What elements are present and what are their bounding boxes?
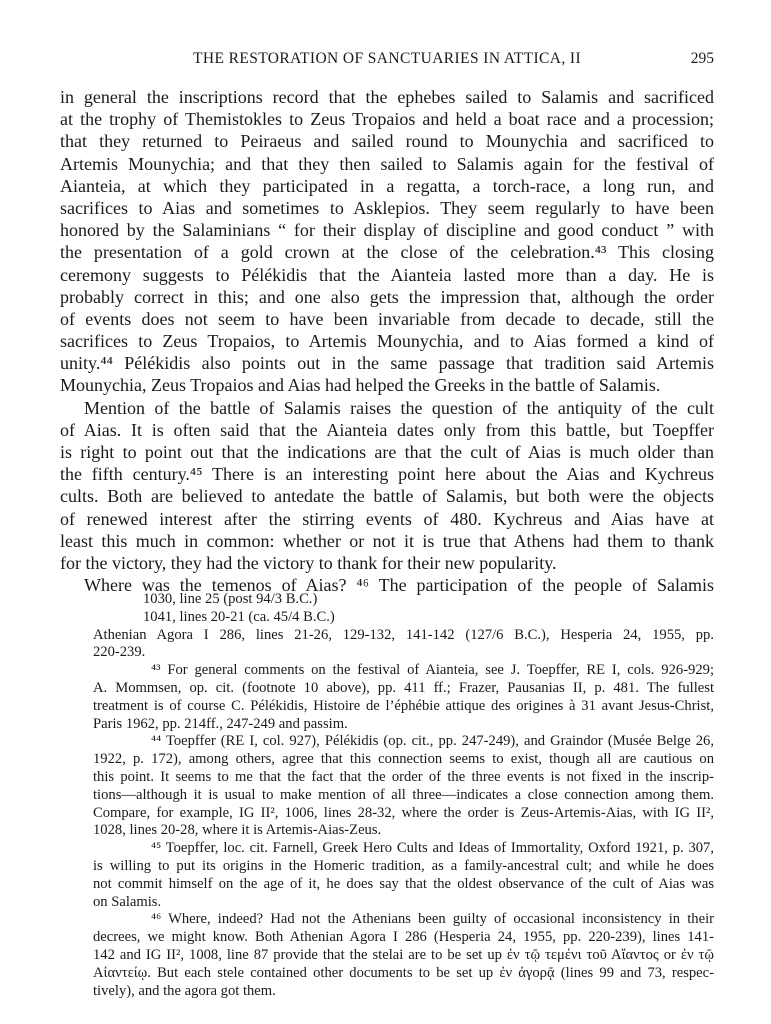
footnote-line: 1028, lines 20-28, where it is Artemis-Aias-Zeus. bbox=[93, 822, 382, 839]
body-line: probably correct in this; and one also gets the impression that, although the order bbox=[60, 286, 714, 307]
body-line: of events does not seem to have been invariable from decade to decade, still the bbox=[60, 308, 714, 329]
footnote-line: ⁴⁵ Toepffer, loc. cit. Farnell, Greek Hero Cults and Ideas of Immortality, Oxford 1921, p. 307, bbox=[151, 840, 714, 857]
running-head: THE RESTORATION OF SANCTUARIES IN ATTICA, II bbox=[192, 50, 582, 67]
body-line: in general the inscriptions record that the ephebes sailed to Salamis and sacrificed bbox=[60, 87, 714, 107]
footnote-line: Athenian Agora I 286, lines 21-26, 129-132, 141-142 (127/6 B.C.), Hesperia 24, 1955, pp. bbox=[93, 626, 714, 643]
footnote-line: treatment is of course C. Pélékidis, Histoire de l’éphébie attique des origines à 31 avant Jesus-Christ, bbox=[93, 697, 714, 714]
body-line: the fifth century.⁴⁵ There is an interesting point here about the Aias and Kychreus bbox=[60, 464, 714, 485]
footnote-line: 1922, p. 172), among others, agree that this connection seems to exist, though all are cautious on bbox=[93, 751, 714, 768]
body-line: that they returned to Peiraeus and sailed round to Mounychia and sacrificed to bbox=[60, 131, 714, 152]
footnote-line: tively), and the agora got them. bbox=[93, 982, 276, 999]
footnote-line: tions—although it is usual to make mention of all three—indicates a close connection among them. bbox=[93, 786, 714, 803]
body-line: sacrifices to Aias and sometimes to Asklepios. They seem regularly to have been bbox=[60, 197, 714, 218]
footnote-line: ⁴³ For general comments on the festival of Aianteia, see J. Toepffer, RE I, cols. 926-929; bbox=[151, 662, 714, 679]
footnote-line: ⁴⁶ Where, indeed? Had not the Athenians been guilty of occasional inconsistency in their bbox=[151, 911, 714, 928]
footnote-line: ⁴⁴ Toepffer (RE I, col. 927), Pélékidis (op. cit., pp. 247-249), and Graindor (Musée Belge 26, bbox=[151, 733, 714, 750]
body-line: unity.⁴⁴ Pélékidis also points out in the same passage that tradition said Artemis bbox=[60, 353, 714, 374]
footnote-line: 220-239. bbox=[93, 644, 146, 661]
body-line: least this much in common: whether or not it is true that Athens had them to thank bbox=[60, 530, 714, 551]
footnotes bbox=[93, 591, 714, 1000]
body-line: Where was the temenos of Aias? ⁴⁶ The participation of the people of Salamis bbox=[84, 575, 714, 596]
body-line: of renewed interest after the stirring events of 480. Kychreus and Aias have at bbox=[60, 508, 714, 529]
body-text bbox=[60, 86, 714, 596]
footnote-line: 142 and IG II², 1008, line 87 provide that the stelai are to be set up ἐν τῷ τεμένι τοῦ Αἴαντος or ἐν τῷ bbox=[93, 946, 714, 963]
body-line: Artemis Mounychia; and that they then sailed to Salamis again for the festival of bbox=[60, 153, 714, 174]
footnote-line: 1041, lines 20-21 (ca. 45/4 B.C.) bbox=[143, 608, 335, 625]
body-line: for the victory, they had the victory to thank for their new popularity. bbox=[60, 552, 557, 573]
footnote-line: Compare, for example, IG II², 1006, lines 28-32, where the order is Zeus-Artemis-Aias, with IG II², bbox=[93, 804, 714, 821]
footnote-line: not commit himself on the age of it, he does say that the oldest observance of the cult of Aias was bbox=[93, 875, 714, 892]
footnote-line: is willing to put its origins in the Homeric tradition, as a family-ancestral cult; and while he does bbox=[93, 857, 714, 874]
body-line: cults. Both are believed to antedate the battle of Salamis, but both were the objects bbox=[60, 486, 714, 507]
body-line: honored by the Salaminians “ for their display of discipline and good conduct ” with bbox=[60, 220, 714, 241]
footnote-line: decrees, we might know. Both Athenian Agora I 286 (Hesperia 24, 1955, pp. 220-239), lines 141- bbox=[93, 929, 714, 946]
body-line: Mention of the battle of Salamis raises the question of the antiquity of the cult bbox=[84, 397, 714, 418]
body-line: Mounychia, Zeus Tropaios and Aias had helped the Greeks in the battle of Salamis. bbox=[60, 375, 661, 396]
footnote-line: this point. It seems to me that the fact that the order of the three events is not fixed in the inscrip- bbox=[93, 768, 714, 785]
body-line: of Aias. It is often said that the Aianteia dates only from this battle, but Toepffer bbox=[60, 419, 714, 440]
footnote-line: A. Mommsen, op. cit. (footnote 10 above), pp. 411 ff.; Frazer, Pausanias II, p. 481. The fullest bbox=[93, 679, 714, 696]
body-line: ceremony suggests to Pélékidis that the Aianteia lasted more than a day. He is bbox=[60, 264, 714, 285]
footnote-line: Αἰαντείῳ. But each stele contained other documents to be set up ἐν ἀγορᾷ (lines 99 and 73, respec- bbox=[93, 964, 714, 981]
footnote-line: on Salamis. bbox=[93, 893, 162, 910]
body-line: at the trophy of Themistokles to Zeus Tropaios and held a boat race and a procession; bbox=[60, 109, 714, 130]
footnote-line: 1030, line 25 (post 94/3 B.C.) bbox=[143, 591, 318, 607]
body-line: the presentation of a gold crown at the close of the celebration.⁴³ This closing bbox=[60, 242, 714, 263]
footnote-line: Paris 1962, pp. 214ff., 247-249 and passim. bbox=[93, 715, 348, 732]
body-line: is right to point out that the indications are that the cult of Aias is much older than bbox=[60, 442, 714, 462]
page-header bbox=[60, 50, 714, 72]
body-line: Aianteia, at which they participated in a regatta, a torch-race, a long run, and bbox=[60, 175, 714, 196]
body-line: sacrifices to Zeus Tropaios, to Artemis Mounychia, and to Aias formed a kind of bbox=[60, 331, 714, 352]
page-number: 295 bbox=[690, 50, 714, 67]
